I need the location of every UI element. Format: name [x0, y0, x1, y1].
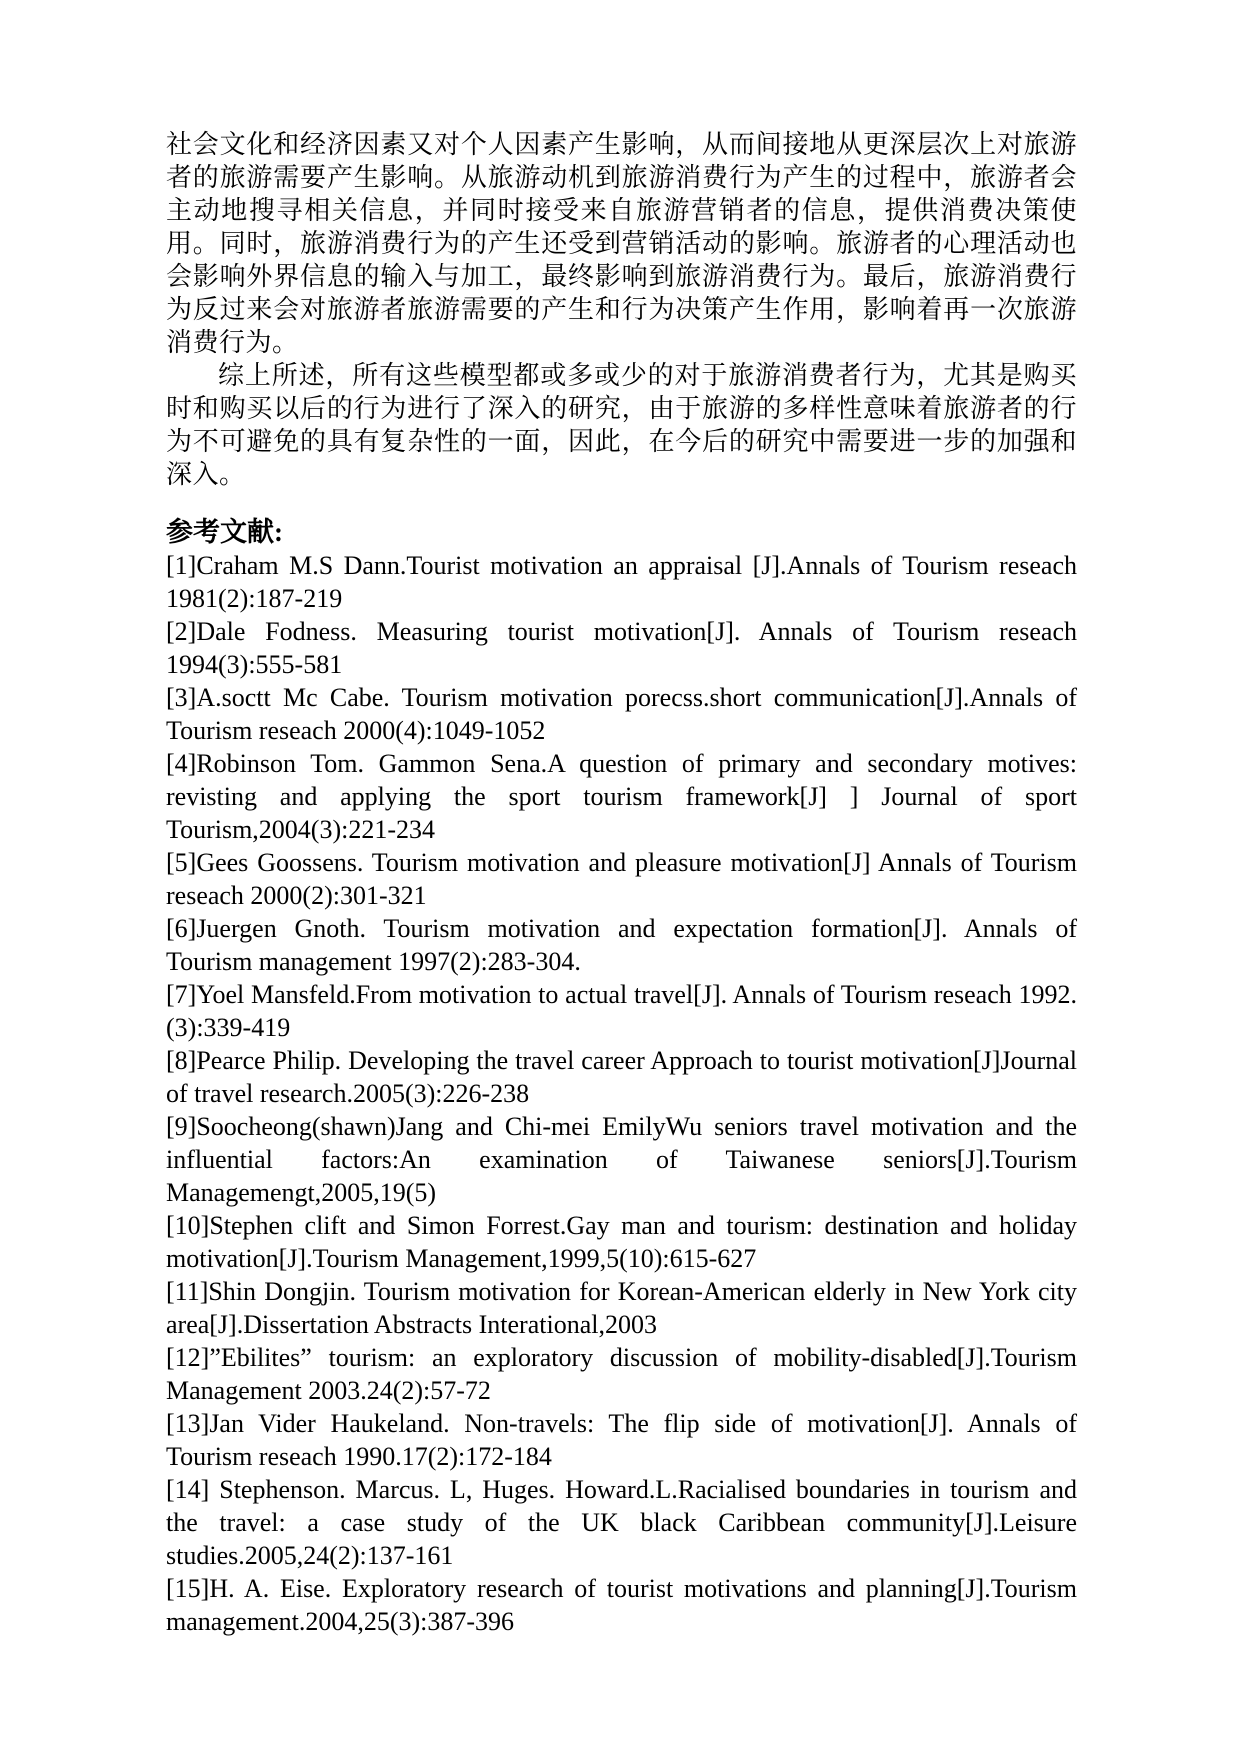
reference-item: [1]Craham M.S Dann.Tourist motivation an appraisal [J].Annals of Tourism reseach 1981(2):187-219	[166, 551, 1077, 613]
references-heading: 参考文献:	[166, 517, 283, 547]
reference-item: [6]Juergen Gnoth. Tourism motivation and expectation formation[J]. Annals of Tourism management 1997(2):283-304.	[166, 914, 1077, 976]
reference-item: [8]Pearce Philip. Developing the travel career Approach to tourist motivation[J]Journal of travel research.2005(3):226-238	[166, 1046, 1077, 1108]
reference-item: [5]Gees Goossens. Tourism motivation and pleasure motivation[J] Annals of Tourism reseach 2000(2):301-321	[166, 848, 1077, 910]
references-list	[166, 549, 1077, 1638]
reference-item: [2]Dale Fodness. Measuring tourist motivation[J]. Annals of Tourism reseach 1994(3):555-581	[166, 617, 1077, 679]
body-paragraph: 社会文化和经济因素又对个人因素产生影响，从而间接地从更深层次上对旅游者的旅游需要产生影响。从旅游动机到旅游消费行为产生的过程中，旅游者会主动地搜寻相关信息，并同时接受来自旅游营销者的信息，提供消费决策使用。同时，旅游消费行为的产生还受到营销活动的影响。旅游者的心理活动也会影响外界信息的输入与加工，最终影响到旅游消费行为。最后，旅游消费行为反过来会对旅游者旅游需要的产生和行为决策产生作用，影响着再一次旅游消费行为。	[166, 130, 1077, 357]
reference-item: [14] Stephenson. Marcus. L, Huges. Howard.L.Racialised boundaries in tourism and the travel: a case study of the UK black Caribbean community[J].Leisure studies.2005,24(2):137-161	[166, 1475, 1077, 1570]
document-page	[166, 128, 1077, 1638]
reference-item: [7]Yoel Mansfeld.From motivation to actual travel[J]. Annals of Tourism reseach 1992.(3):339-419	[166, 980, 1077, 1042]
reference-item: [4]Robinson Tom. Gammon Sena.A question of primary and secondary motives: revisting and applying the sport tourism framework[J] ] Journal of sport Tourism,2004(3):221-234	[166, 749, 1077, 844]
reference-item: [10]Stephen clift and Simon Forrest.Gay man and tourism: destination and holiday motivation[J].Tourism Management,1999,5(10):615-627	[166, 1211, 1077, 1273]
reference-item: [13]Jan Vider Haukeland. Non-travels: The flip side of motivation[J]. Annals of Tourism reseach 1990.17(2):172-184	[166, 1409, 1077, 1471]
body-paragraph: 综上所述，所有这些模型都或多或少的对于旅游消费者行为，尤其是购买时和购买以后的行为进行了深入的研究，由于旅游的多样性意味着旅游者的行为不可避免的具有复杂性的一面，因此，在今后的研究中需要进一步的加强和深入。	[166, 361, 1077, 489]
reference-item: [11]Shin Dongjin. Tourism motivation for Korean-American elderly in New York city area[J].Dissertation Abstracts Interational,2003	[166, 1277, 1077, 1339]
reference-item: [12]”Ebilites” tourism: an exploratory discussion of mobility-disabled[J].Tourism Management 2003.24(2):57-72	[166, 1343, 1077, 1405]
reference-item: [3]A.soctt Mc Cabe. Tourism motivation porecss.short communication[J].Annals of Tourism reseach 2000(4):1049-1052	[166, 683, 1077, 745]
reference-item: [15]H. A. Eise. Exploratory research of tourist motivations and planning[J].Tourism management.2004,25(3):387-396	[166, 1574, 1077, 1636]
reference-item: [9]Soocheong(shawn)Jang and Chi-mei EmilyWu seniors travel motivation and the influential factors:An examination of Taiwanese seniors[J].Tourism Managemengt,2005,19(5)	[166, 1112, 1077, 1207]
